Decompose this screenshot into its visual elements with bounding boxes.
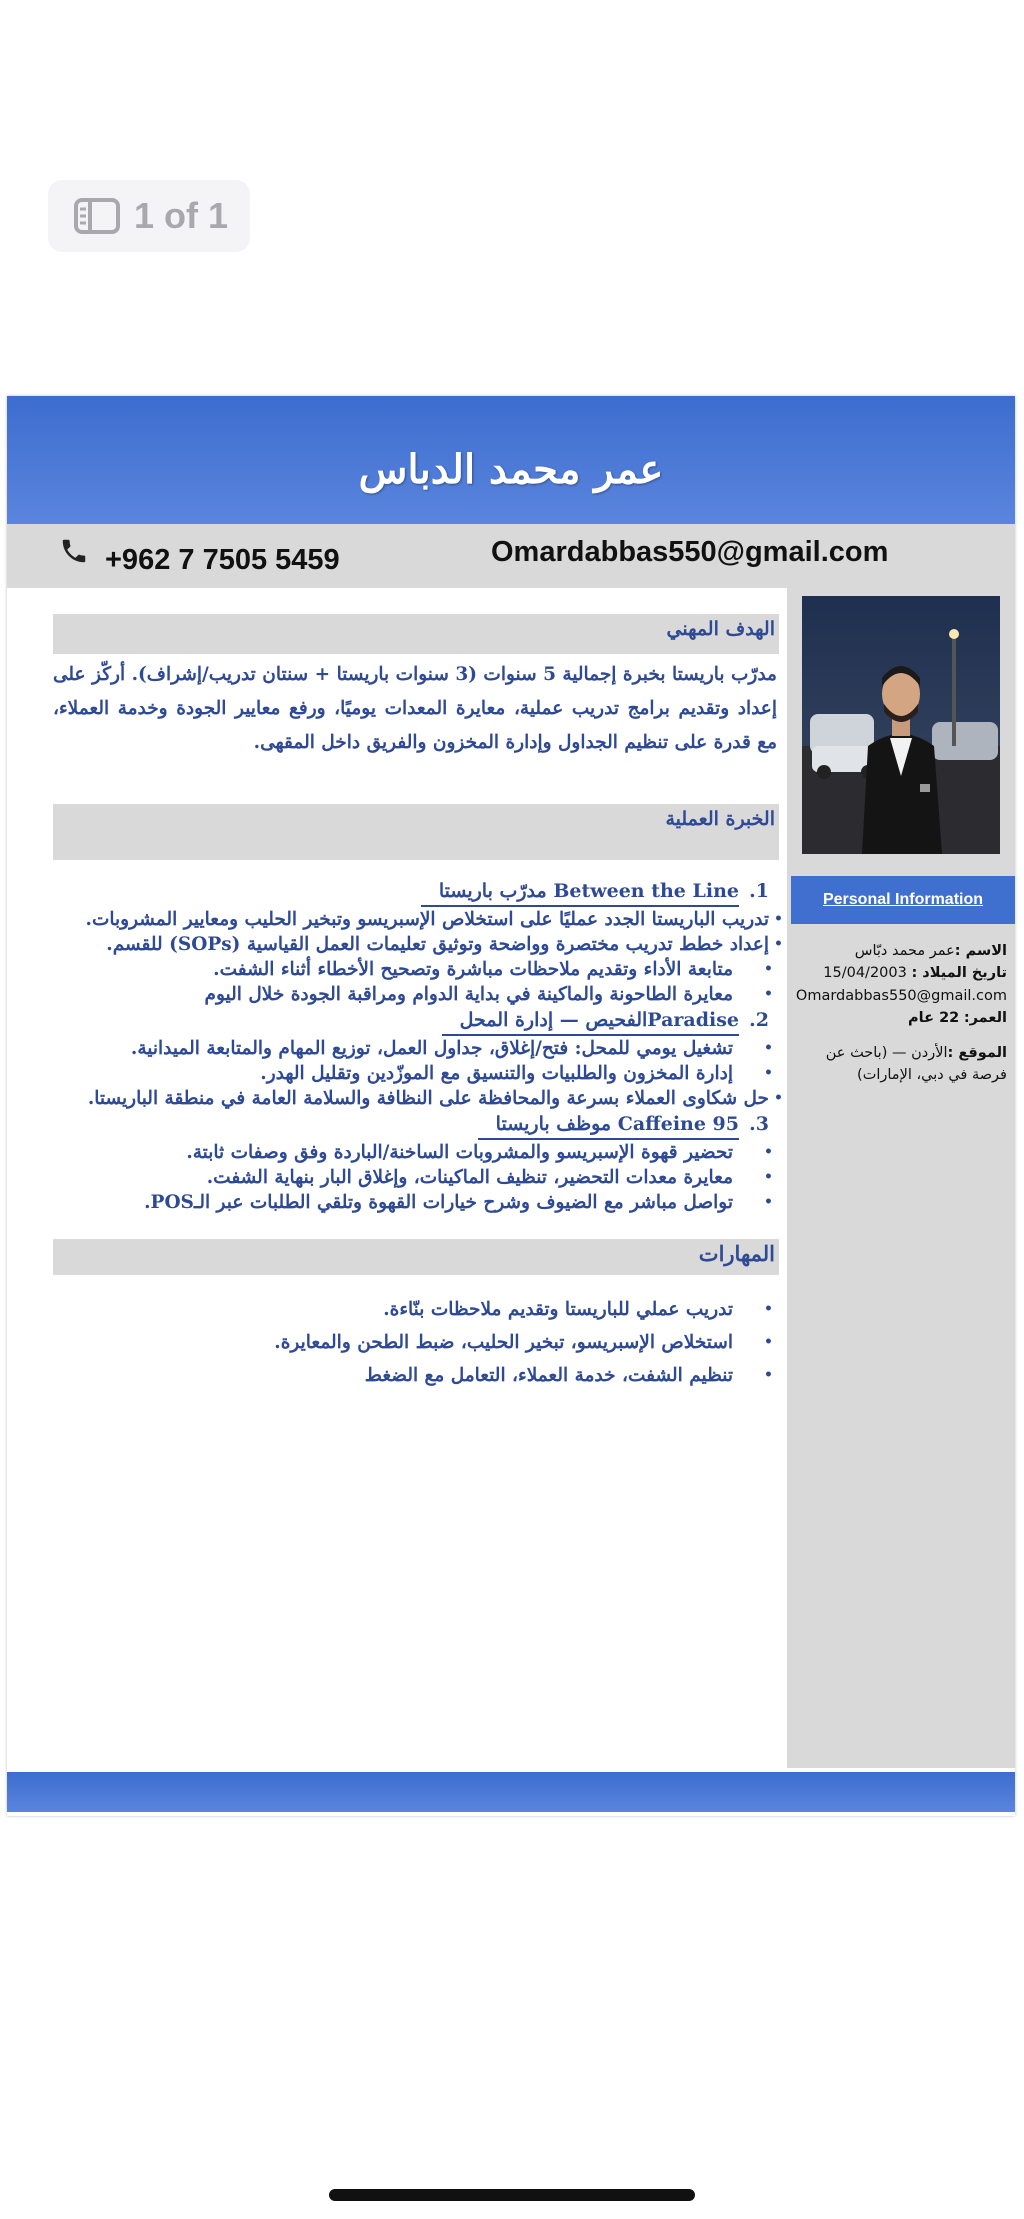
pi-name-label: الاسم : (954, 943, 1007, 959)
job-2-bullet: • إدارة المخزون والطلبيات والتنسيق مع الموزّدين وتقليل الهدر. (53, 1061, 779, 1086)
skills-heading: المهارات (53, 1239, 779, 1275)
phone-number: +962 7 7505 5459 (105, 544, 340, 576)
job-3-number: 3. (749, 1113, 769, 1135)
profile-photo (802, 596, 1000, 854)
skill-item: • تنظيم الشفت، خدمة العملاء، التعامل مع الضغط (53, 1359, 779, 1392)
pi-email: Omardabbas550@gmail.com (795, 987, 1007, 1004)
candidate-name: عمر محمد الدباس (358, 446, 664, 493)
phone-icon (59, 536, 89, 566)
job-3-bullet: • تواصل مباشر مع الضيوف وشرح خيارات القهوة وتلقي الطلبات عبر الـPOS. (53, 1190, 779, 1215)
pi-location-value: الأردن — (باحث عن فرصة في دبي، الإمارات) (825, 1044, 1007, 1084)
personal-sidebar (787, 588, 1015, 1768)
pi-dob-label: تاريخ الميلاد : (911, 965, 1007, 982)
email-address: Omardabbas550@gmail.com (491, 536, 889, 568)
job-2-title: Paradiseالفحيص — إدارة المحل (442, 1007, 739, 1036)
home-indicator[interactable] (329, 2189, 695, 2201)
sidebar-toggle-icon (74, 198, 120, 234)
job-1 (53, 878, 779, 1007)
job-2-bullet: • حل شكاوى العملاء بسرعة والمحافظة على النظافة والسلامة العامة في منطقة الباريستا. (53, 1086, 779, 1111)
objective-heading: الهدف المهني (53, 614, 779, 654)
pi-age-row (793, 1007, 1007, 1029)
personal-info-list (793, 940, 1007, 1087)
skills-list (53, 1293, 779, 1392)
contact-bar (7, 524, 1015, 588)
page-indicator-text: 1 of 1 (134, 195, 229, 236)
pi-age-label: العمر: (963, 1010, 1007, 1027)
job-1-bullet: • متابعة الأداء وتقديم ملاحظات مباشرة وتصحيح الأخطاء أثناء الشفت. (53, 957, 779, 982)
job-1-header (53, 878, 779, 907)
job-3-title: Caffeine 95 موظف باريستا (478, 1111, 739, 1140)
objective-text: مدرّب باريستا بخبرة إجمالية 5 سنوات (3 سنوات باريستا + سنتان تدريب/إشراف). أركّز على إعداد وتقديم برامج تدريب عملية، معايرة المعدات يوميًا، ورفع معايير الجودة وخدمة العملاء، مع قدرة على تنظيم الجداول وإدارة المخزون والفريق داخل المقهى. (53, 664, 777, 753)
job-3-bullet: • معايرة معدات التحضير، تنظيف الماكينات، وإغلاق البار بنهاية الشفت. (53, 1165, 779, 1190)
pi-location-row (793, 1042, 1007, 1087)
job-2-header (53, 1007, 779, 1036)
pi-name-value: عمر محمد دبّاس (854, 943, 955, 959)
job-3-header (53, 1111, 779, 1140)
job-2-bullet: • تشغيل يومي للمحل: فتح/إغلاق، جداول العمل، توزيع المهام والمتابعة الميدانية. (53, 1036, 779, 1061)
skill-item: • تدريب عملي للباريستا وتقديم ملاحظات بنّاءة. (53, 1293, 779, 1326)
pi-location-label: الموقع : (947, 1044, 1007, 1061)
job-3-bullet: • تحضير قهوة الإسبريسو والمشروبات الساخنة/الباردة وفق وصفات ثابتة. (53, 1140, 779, 1165)
job-1-title: Between the Line مدرّب باريستا (421, 878, 739, 907)
job-1-bullet: • تدريب الباريستا الجدد عمليًا على استخلاص الإسبريسو وتبخير الحليب ومعايير المشروبات. (53, 907, 779, 932)
job-2 (53, 1007, 779, 1111)
pi-name-row (793, 940, 1007, 962)
personal-info-heading-text: Personal Information (822, 891, 984, 908)
main-content (53, 614, 779, 1392)
job-1-bullet: • إعداد خطط تدريب مختصرة وواضحة وتوثيق تعليمات العمل القياسية (SOPs) للقسم. (53, 932, 779, 957)
job-2-number: 2. (749, 1009, 769, 1031)
pi-age-value: 22 عام (908, 1010, 960, 1027)
pi-dob-value: 15/04/2003 (823, 965, 907, 982)
experience-heading: الخبرة العملية (53, 804, 779, 860)
page-indicator-badge[interactable] (48, 180, 250, 252)
header-band (7, 396, 1015, 524)
pi-dob-row (793, 962, 1007, 984)
resume-document (7, 396, 1015, 1816)
footer-band (7, 1772, 1015, 1812)
personal-info-heading (791, 876, 1015, 924)
skill-item: • استخلاص الإسبريسو، تبخير الحليب، ضبط الطحن والمعايرة. (53, 1326, 779, 1359)
job-1-bullet: • معايرة الطاحونة والماكينة في بداية الدوام ومراقبة الجودة خلال اليوم (53, 982, 779, 1007)
job-1-number: 1. (749, 880, 769, 902)
job-3 (53, 1111, 779, 1215)
